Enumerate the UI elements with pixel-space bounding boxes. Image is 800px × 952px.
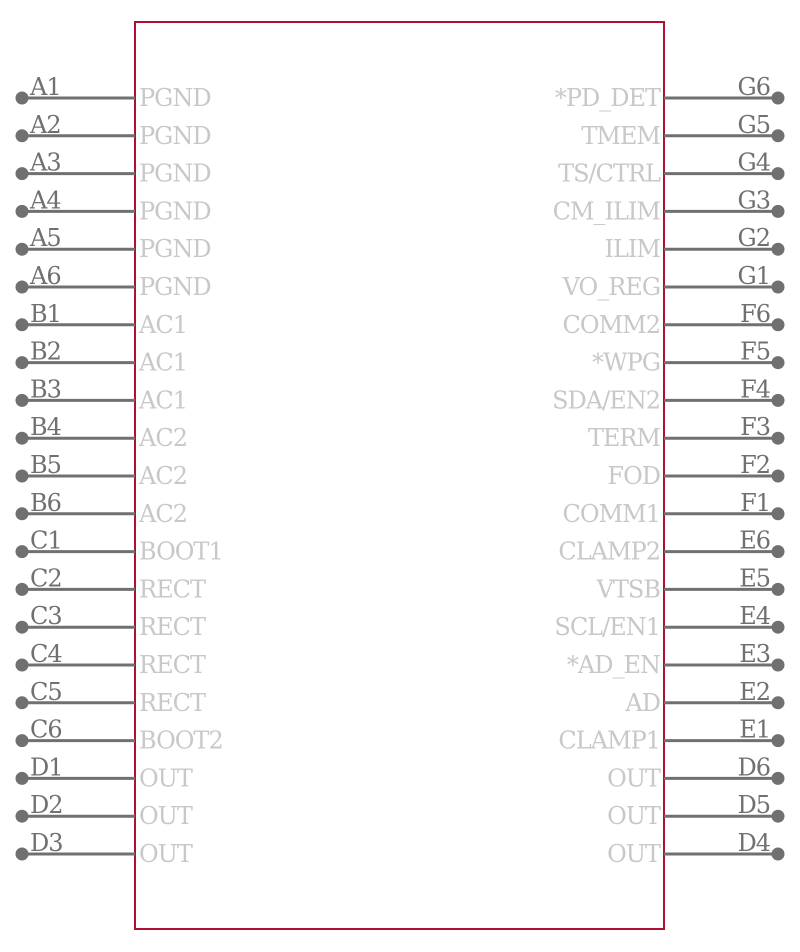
pin-name: OUT bbox=[607, 764, 660, 793]
pin-name: TMEM bbox=[581, 121, 660, 150]
pin-number: B1 bbox=[30, 299, 61, 328]
pin-end-dot bbox=[16, 167, 29, 180]
pin-c4 bbox=[16, 640, 206, 679]
pin-g3 bbox=[553, 186, 785, 225]
pin-end-dot bbox=[16, 734, 29, 747]
pin-end-dot bbox=[16, 545, 29, 558]
pin-end-dot bbox=[772, 734, 785, 747]
pin-number: A1 bbox=[30, 73, 61, 101]
pin-end-dot bbox=[772, 167, 785, 180]
pin-a3 bbox=[16, 149, 211, 188]
pin-b5 bbox=[16, 451, 187, 490]
pin-end-dot bbox=[16, 696, 29, 709]
pin-end-dot bbox=[772, 92, 785, 105]
pin-end-dot bbox=[772, 318, 785, 331]
pin-number: C5 bbox=[30, 677, 62, 706]
pin-end-dot bbox=[772, 696, 785, 709]
pin-name: AC2 bbox=[139, 462, 187, 490]
pin-end-dot bbox=[16, 356, 29, 369]
pin-d1 bbox=[16, 753, 193, 792]
pin-name: PGND bbox=[139, 235, 211, 264]
pin-f4 bbox=[552, 375, 784, 414]
pin-name: PGND bbox=[139, 273, 211, 301]
pin-f6 bbox=[563, 300, 785, 339]
pin-number: G3 bbox=[737, 186, 770, 215]
pin-number: B6 bbox=[30, 488, 61, 517]
pin-number: B5 bbox=[30, 451, 61, 479]
pin-d4 bbox=[607, 829, 784, 868]
pin-g1 bbox=[562, 262, 785, 301]
pin-number: D2 bbox=[30, 791, 63, 820]
pin-name: AC1 bbox=[139, 386, 187, 415]
pin-end-dot bbox=[16, 129, 29, 142]
pin-end-dot bbox=[16, 394, 29, 407]
pin-e3 bbox=[567, 640, 785, 679]
pin-end-dot bbox=[772, 356, 785, 369]
pin-end-dot bbox=[16, 583, 29, 596]
pin-end-dot bbox=[772, 205, 785, 218]
pin-name: PGND bbox=[139, 197, 211, 226]
pin-name: VTSB bbox=[596, 575, 660, 604]
pin-end-dot bbox=[772, 848, 785, 861]
pin-name: ILIM bbox=[604, 235, 660, 264]
pin-number: E5 bbox=[739, 564, 770, 593]
pin-name: *PD_DET bbox=[554, 84, 660, 112]
pin-end-dot bbox=[772, 394, 785, 407]
pin-b3 bbox=[16, 375, 187, 414]
pin-d3 bbox=[16, 829, 193, 868]
pin-name: AC1 bbox=[139, 348, 187, 377]
right-pin-group bbox=[552, 73, 784, 868]
pin-number: F6 bbox=[740, 299, 770, 328]
pin-number: C3 bbox=[30, 602, 62, 631]
pin-number: B4 bbox=[30, 413, 61, 442]
pin-end-dot bbox=[772, 621, 785, 634]
pin-name: FOD bbox=[607, 462, 660, 490]
pin-name: CLAMP2 bbox=[558, 537, 660, 566]
pin-number: E4 bbox=[739, 602, 770, 631]
pin-a4 bbox=[16, 186, 211, 225]
pin-number: F1 bbox=[740, 488, 770, 517]
pin-end-dot bbox=[16, 810, 29, 823]
pin-number: D4 bbox=[737, 829, 770, 857]
pin-number: G1 bbox=[737, 262, 770, 290]
pin-g2 bbox=[605, 224, 785, 263]
pin-e2 bbox=[624, 678, 784, 717]
pin-number: B3 bbox=[30, 375, 61, 404]
pin-end-dot bbox=[772, 507, 785, 520]
pin-end-dot bbox=[16, 318, 29, 331]
pin-a5 bbox=[16, 224, 211, 263]
pin-name: PGND bbox=[139, 84, 211, 112]
pin-name: RECT bbox=[139, 575, 205, 604]
pin-end-dot bbox=[772, 583, 785, 596]
pin-end-dot bbox=[16, 281, 29, 294]
pin-c3 bbox=[16, 602, 206, 641]
pin-name: PGND bbox=[139, 121, 211, 150]
pin-number: A5 bbox=[30, 224, 61, 253]
pin-name: OUT bbox=[607, 802, 660, 831]
pin-number: A2 bbox=[30, 110, 61, 139]
pin-name: SDA/EN2 bbox=[552, 386, 660, 415]
pin-c1 bbox=[16, 527, 223, 566]
pin-f3 bbox=[588, 413, 785, 452]
pin-name: AC2 bbox=[139, 424, 187, 453]
pin-end-dot bbox=[16, 848, 29, 861]
pin-number: D6 bbox=[737, 753, 770, 782]
pin-end-dot bbox=[772, 281, 785, 294]
pin-number: C4 bbox=[30, 640, 62, 668]
pin-e6 bbox=[558, 527, 784, 566]
pin-number: C6 bbox=[30, 715, 62, 744]
pin-number: E3 bbox=[739, 640, 770, 668]
pin-name: OUT bbox=[139, 840, 192, 868]
pin-name: RECT bbox=[139, 613, 205, 642]
pin-end-dot bbox=[772, 470, 785, 483]
pin-c5 bbox=[16, 678, 206, 717]
pin-d2 bbox=[16, 791, 193, 830]
pin-end-dot bbox=[772, 432, 785, 445]
pin-number: G4 bbox=[737, 148, 770, 177]
pin-name: TS/CTRL bbox=[558, 159, 660, 188]
pin-number: E1 bbox=[739, 715, 770, 744]
pin-number: D1 bbox=[30, 753, 63, 782]
pin-number: F5 bbox=[740, 337, 770, 366]
ic-body-outline bbox=[135, 22, 664, 929]
pin-g4 bbox=[558, 149, 784, 188]
pin-e5 bbox=[596, 564, 785, 603]
pin-b6 bbox=[16, 489, 187, 528]
pin-end-dot bbox=[16, 659, 29, 672]
pin-end-dot bbox=[16, 621, 29, 634]
pin-name: RECT bbox=[139, 688, 205, 717]
pin-number: G5 bbox=[737, 110, 770, 139]
pin-number: C1 bbox=[30, 526, 62, 555]
pin-name: AC1 bbox=[139, 310, 187, 339]
pin-a6 bbox=[16, 262, 211, 301]
pin-g6 bbox=[555, 73, 785, 112]
pin-number: F2 bbox=[740, 451, 770, 479]
pin-name: CM_ILIM bbox=[552, 197, 660, 226]
pin-number: A4 bbox=[30, 186, 61, 215]
pin-name: AD bbox=[625, 688, 660, 717]
pin-name: PGND bbox=[139, 159, 211, 188]
pin-name: CLAMP1 bbox=[558, 726, 660, 755]
pin-number: D5 bbox=[737, 791, 770, 820]
pin-number: D3 bbox=[30, 829, 63, 857]
pin-end-dot bbox=[16, 772, 29, 785]
pin-c6 bbox=[16, 716, 223, 755]
pin-number: B2 bbox=[30, 337, 61, 366]
pin-name: OUT bbox=[139, 764, 192, 793]
pin-f1 bbox=[563, 489, 785, 528]
pin-number: A6 bbox=[30, 262, 61, 290]
pin-end-dot bbox=[772, 659, 785, 672]
pin-name: SCL/EN1 bbox=[554, 613, 660, 642]
pin-b4 bbox=[16, 413, 187, 452]
pin-d5 bbox=[607, 791, 784, 830]
pin-e1 bbox=[558, 716, 784, 755]
pin-end-dot bbox=[16, 243, 29, 256]
pin-name: VO_REG bbox=[562, 273, 660, 301]
pin-end-dot bbox=[772, 129, 785, 142]
pin-number: E2 bbox=[739, 677, 770, 706]
pin-number: G2 bbox=[737, 224, 770, 253]
pin-name: *WPG bbox=[592, 348, 660, 377]
pin-number: A3 bbox=[30, 148, 61, 177]
pin-b2 bbox=[16, 338, 187, 377]
pin-f2 bbox=[607, 451, 784, 490]
pin-name: AC2 bbox=[139, 499, 187, 528]
pin-name: BOOT1 bbox=[139, 537, 223, 566]
pin-g5 bbox=[581, 111, 784, 150]
pin-c2 bbox=[16, 564, 206, 603]
pin-end-dot bbox=[772, 810, 785, 823]
pin-a2 bbox=[16, 111, 211, 150]
pin-a1 bbox=[16, 73, 211, 112]
pin-end-dot bbox=[772, 243, 785, 256]
pin-name: OUT bbox=[139, 802, 192, 831]
pin-end-dot bbox=[16, 432, 29, 445]
pin-name: *AD_EN bbox=[566, 651, 660, 679]
pin-number: F3 bbox=[740, 413, 770, 442]
pin-number: F4 bbox=[740, 375, 770, 404]
pin-name: OUT bbox=[607, 840, 660, 868]
pin-end-dot bbox=[16, 470, 29, 483]
pin-e4 bbox=[554, 602, 784, 641]
pin-name: BOOT2 bbox=[139, 726, 223, 755]
pin-f5 bbox=[592, 338, 785, 377]
pin-name: RECT bbox=[139, 651, 205, 679]
pin-d6 bbox=[607, 753, 784, 792]
left-pin-group bbox=[16, 73, 223, 868]
pin-name: TERM bbox=[587, 424, 660, 453]
pin-end-dot bbox=[16, 507, 29, 520]
pin-name: COMM1 bbox=[562, 499, 660, 528]
pin-number: G6 bbox=[737, 73, 770, 101]
pin-number: C2 bbox=[30, 564, 62, 593]
pin-end-dot bbox=[16, 205, 29, 218]
pin-end-dot bbox=[772, 545, 785, 558]
pin-end-dot bbox=[16, 92, 29, 105]
pin-b1 bbox=[16, 300, 187, 339]
pin-name: COMM2 bbox=[562, 310, 660, 339]
pin-end-dot bbox=[772, 772, 785, 785]
pin-number: E6 bbox=[739, 526, 770, 555]
